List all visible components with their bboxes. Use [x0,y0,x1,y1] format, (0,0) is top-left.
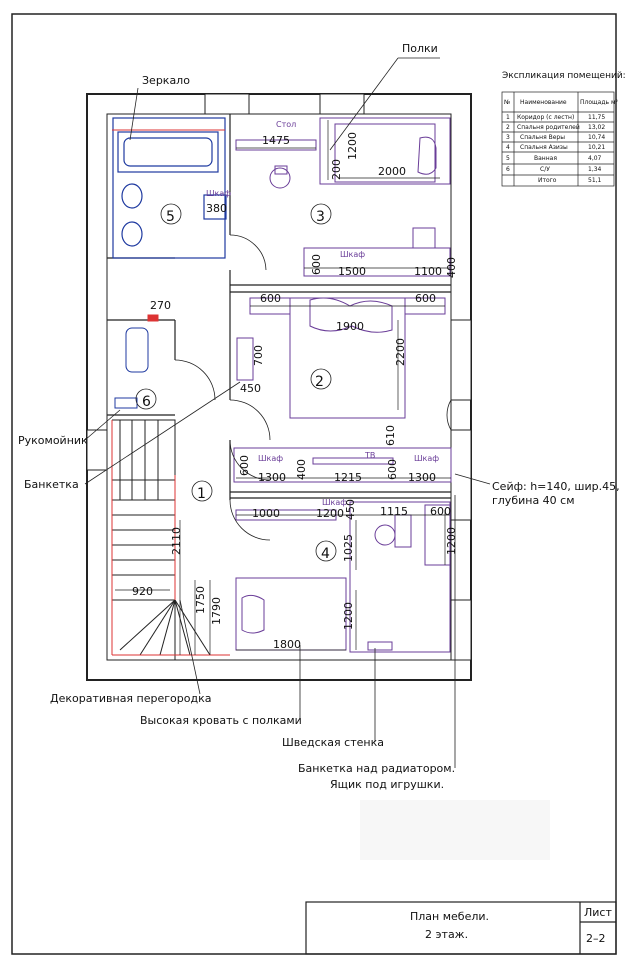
dim-1300a: 1300 [258,471,286,484]
room-5: 5 [166,209,175,225]
dim-1115: 1115 [380,505,408,518]
dim-400a: 400 [445,257,458,278]
door-swings [175,235,451,540]
expl-r6-c2: 51,1 [588,177,602,184]
expl-r6-c1: Итого [538,177,557,184]
label-shkaf-bath: Шкаф [206,189,232,198]
label-shkaf-room4: Шкаф [322,498,348,507]
ann-rukomoynik: Рукомойник [18,434,88,447]
expl-h1: Наименование [520,99,567,106]
ann-banketka-rad-1: Банкетка над радиатором. [298,762,456,775]
dim-1100: 1100 [414,265,442,278]
toilet [115,315,158,408]
expl-r1-c1: Спальня родителей [517,124,580,131]
expl-r3-c2: 10,21 [588,144,606,151]
dim-610: 610 [384,425,397,446]
title-line-1: План мебели. [410,910,490,923]
ann-dekor: Декоративная перегородка [50,692,212,705]
title-line-2: 2 этаж. [425,928,469,941]
label-shkaf-room2a: Шкаф [258,454,284,463]
ann-seyf-2: глубина 40 см [492,494,575,507]
dim-600b: 600 [260,292,281,305]
explication-title: Экспликация помещений: [502,71,626,81]
ann-krovat: Высокая кровать с полками [140,714,302,727]
dim-600a: 600 [310,254,323,275]
expl-r0-c0: 1 [506,114,510,121]
expl-r2-c1: Спальня Веры [520,134,565,141]
ann-banketka: Банкетка [24,478,79,491]
dim-600c: 600 [415,292,436,305]
expl-r0-c2: 11,75 [588,114,606,121]
dim-700: 700 [252,345,265,366]
expl-r1-c2: 13,02 [588,124,606,131]
dim-920: 920 [132,585,153,598]
room-2: 2 [315,374,324,390]
ann-seyf-1: Сейф: h=140, шир.45, [492,480,620,493]
ann-banketka-rad-2: Ящик под игрушки. [330,778,445,791]
dim-1475: 1475 [262,134,290,147]
dim-600e: 600 [386,459,399,480]
dim-1500: 1500 [338,265,366,278]
dim-1025: 1025 [342,534,355,562]
dim-2000: 2000 [378,165,406,178]
expl-r4-c1: Ванная [534,155,557,162]
room-3: 3 [316,209,325,225]
dim-1750: 1750 [194,586,207,614]
dim-1200b: 1200 [316,507,344,520]
sheet-label: Лист [584,906,612,919]
dim-450a: 450 [240,382,261,395]
leader-lines [85,58,490,768]
dim-450b: 450 [344,499,357,520]
expl-r2-c2: 10,74 [588,134,606,141]
label-stol: Стол [276,120,297,129]
label-shkaf-room2b: Шкаф [414,454,440,463]
dim-2200: 2200 [394,338,407,366]
ann-shved: Шведская стенка [282,736,384,749]
dim-270: 270 [150,299,171,312]
dim-1800: 1800 [273,638,301,651]
sheet-number: 2–2 [586,932,606,945]
expl-r5-c0: 6 [506,166,510,173]
expl-r1-c0: 2 [506,124,510,131]
room-4: 4 [321,546,330,562]
dim-1200a: 1200 [346,132,359,160]
expl-r5-c1: С/У [540,166,550,173]
dim-1300b: 1300 [408,471,436,484]
ann-zerkalo: Зеркало [142,74,190,87]
dim-600d: 600 [238,455,251,476]
expl-r3-c1: Спальня Азизы [520,144,568,151]
dim-380: 380 [206,202,227,215]
ann-polki: Полки [402,42,438,55]
expl-r4-c2: 4,07 [588,155,602,162]
dim-1900: 1900 [336,320,364,333]
dim-1215: 1215 [334,471,362,484]
watermark [360,800,550,860]
dim-1200c: 1200 [445,527,458,555]
dim-200: 200 [330,159,343,180]
room-6: 6 [142,394,151,410]
expl-r5-c2: 1,34 [588,166,602,173]
dim-400b: 400 [295,459,308,480]
dim-1200d: 1200 [342,602,355,630]
expl-r3-c0: 4 [506,144,510,151]
expl-r4-c0: 5 [506,155,510,162]
dim-1000: 1000 [252,507,280,520]
expl-h2: Площадь м² [580,99,618,106]
label-tv: ТВ [365,451,376,460]
dim-2110: 2110 [170,527,183,555]
expl-r0-c1: Коридор (с лестн) [517,114,575,121]
dim-600f: 600 [430,505,451,518]
label-shkaf-room3: Шкаф [340,250,366,259]
dim-1790: 1790 [210,597,223,625]
expl-h0: № [504,99,511,106]
room-1: 1 [197,486,206,502]
expl-r2-c0: 3 [506,134,510,141]
